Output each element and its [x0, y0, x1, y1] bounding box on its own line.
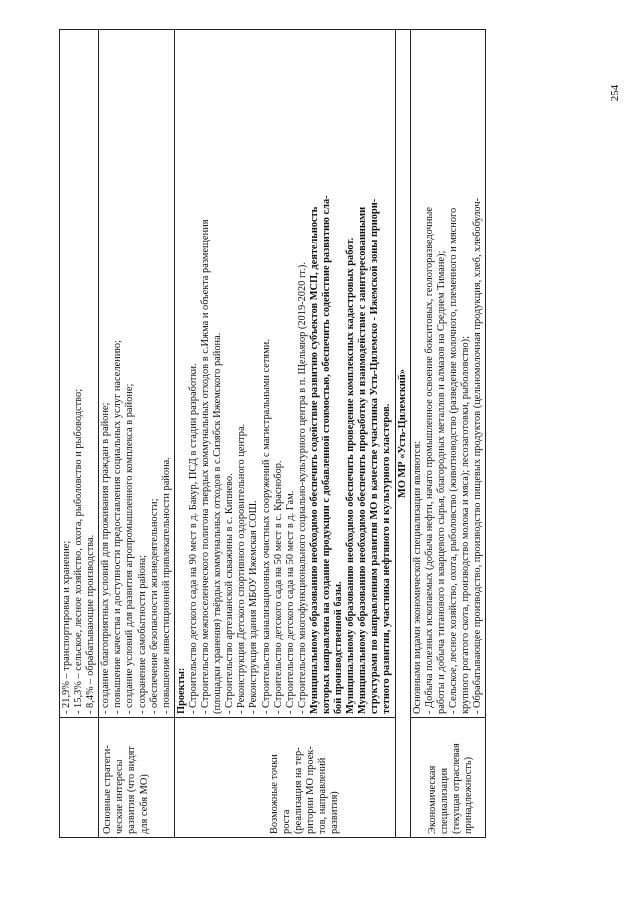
- economic-specialization-cell: [410, 30, 486, 718]
- project-item: - Строительство детского сада на 50 мест в с. Краснобор.: [272, 460, 284, 714]
- economic-item: - Добыча полезных ископаемых (добыча нефти, начато промышленное освоение бокситовых, геологоразведочные: [423, 207, 435, 714]
- label-line: Возможные точки: [268, 754, 280, 834]
- rotated-page: [59, 30, 588, 838]
- strategic-interests-cell: [99, 30, 175, 718]
- recommendation-line: Муниципальному образованию необходимо обеспечить проработку и взаимодействие с заинтересованными: [357, 206, 369, 714]
- project-item: (площадки хранения) твёрдых коммунальных отходов в с.Сизябск Ижемского района.: [212, 332, 224, 714]
- project-item: - Реконструкция Детского спортивного оздоровительного центра.: [236, 423, 248, 714]
- table-row-economic-specialization: [410, 30, 486, 838]
- project-item: - Строительство канализационных очистных сооружений с магистральными сетями.: [260, 339, 272, 714]
- project-item: - Строительство детского сада на 90 мест в д. Бакур, ПСД в стадии разработки.: [187, 363, 199, 714]
- recommendation-line: тетного развития, участника нефтяного и культурного кластеров.: [381, 403, 393, 714]
- page-number: 254: [609, 84, 621, 102]
- economic-intro: Основными видами экономической специализации являются:: [411, 440, 423, 714]
- recommendation-line: Муниципальному образованию необходимо обеспечить содействие развитию субъектов МСП, деятельность: [308, 206, 320, 714]
- table-row-municipality-title: [395, 30, 410, 838]
- project-item: - Строительство артезианской скважины в с. Кипиево.: [224, 473, 236, 714]
- recommendation-line: структурами по направлениям развития МО в качестве участника Усть-Цилемско - Ижемской зоны приори-: [369, 198, 381, 714]
- table-row-growth-points: [174, 30, 395, 838]
- label-line: развития): [329, 791, 341, 834]
- label-line: ческие интересы: [114, 759, 126, 834]
- label-line: специализация: [438, 768, 450, 834]
- label-line: (текущая отраслевая: [450, 743, 462, 834]
- label-line: роста: [280, 809, 292, 834]
- shares-cell: [60, 30, 99, 718]
- recommendation-line: бой производственной базы.: [333, 581, 345, 714]
- strategic-interests-label: [99, 718, 175, 838]
- label-line: Экономическая: [426, 765, 438, 834]
- label-line: развития (что видят: [126, 746, 138, 834]
- strategic-item: - создание благоприятных условий для проживания граждан в районе;: [100, 402, 112, 714]
- economic-item: - Обрабатывающее производство, производство пищевых продуктов (цельномолочная продукция, хлеб, хлебобулоч-: [472, 197, 484, 714]
- strategic-item: - обеспечение безопасности жизнедеятельности;: [148, 498, 160, 714]
- economic-item: крупного рогатого скота, производство молока и мяса); лесозаготовки, рыболовство);: [460, 335, 471, 714]
- economic-specialization-label: [410, 718, 486, 838]
- projects-heading: Проекты:: [175, 667, 187, 714]
- project-item: - Строительство детского сада на 50 мест в д. Гам.: [284, 490, 296, 714]
- label-line: Основные стратеги-: [102, 745, 114, 834]
- growth-points-label: [174, 718, 395, 838]
- recommendation-line: Муниципальному образованию необходимо обеспечить проведение комплексных кадастровых работ.: [345, 237, 357, 714]
- label-line: тов, направлений: [317, 757, 329, 834]
- growth-points-cell: [174, 30, 395, 718]
- empty-label-cell: [60, 718, 99, 838]
- strategic-item: - повышение качества и доступности предоставления социальных услуг населению;: [112, 340, 124, 714]
- strategic-item: - сохранение самобытности района;: [136, 555, 148, 714]
- share-item: - 8,4% – обрабатывающие производства.: [85, 534, 97, 714]
- municipality-title: МО МР «Усть-Цилемский»: [395, 30, 410, 838]
- strategic-item: - повышение инвестиционной привлекательности района.: [160, 457, 172, 714]
- label-line: (реализация на тер-: [293, 747, 305, 834]
- municipality-profile-table: [59, 29, 486, 838]
- share-item: - 15,3% – сельское, лесное хозяйство, охота, рыболовство и рыбоводство;: [73, 388, 85, 714]
- economic-item: - Сельское, лесное хозяйство, охота, рыболовство (животноводство (разведение молочного, племенного и мясного: [447, 207, 459, 714]
- economic-item: работы и добыча титанового и кварцевого сырья, благородных металлов и алмазов на Среднем Тимане);: [435, 250, 447, 714]
- share-item: - 21,9% – транспортировка и хранение;: [61, 540, 72, 714]
- label-line: принадлежность): [462, 756, 474, 834]
- project-item: - Строительство многофункционального социально-культурного центра в п. Щельяюр (2019-2020 гг.).: [296, 262, 308, 714]
- strategic-item: - создание условий для развития агропромышленного комплекса в районе;: [124, 383, 136, 714]
- recommendation-line: которых направлена на создание продукции с добавленной стоимостью, обеспечить содействие развитию сла-: [320, 195, 332, 714]
- project-item: - Реконструкция здания МБОУ Ижемская СОШ.: [248, 500, 260, 714]
- project-item: - Строительство межпоселенческого полигона твердых коммунальных отходов в с.Ижма и объекта размещения: [200, 219, 212, 714]
- label-line: ритории МО проек-: [305, 746, 317, 834]
- table-row-shares: [60, 30, 99, 838]
- label-line: для себя МО): [138, 774, 150, 834]
- table-row-strategic-interests: [99, 30, 175, 838]
